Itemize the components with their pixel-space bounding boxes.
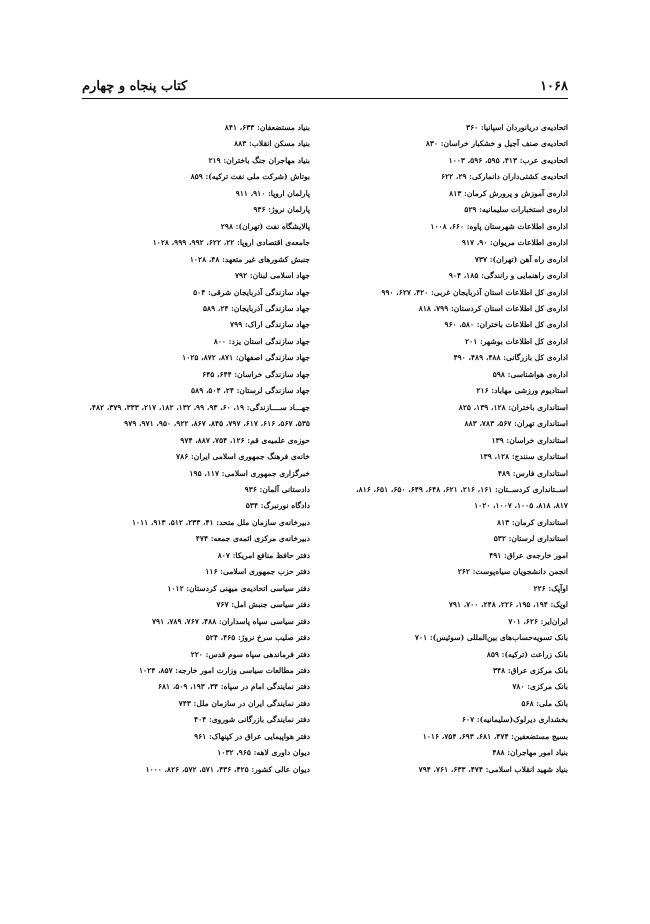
index-entry: بنیاد مسکن انقلاب: ۸۸۳ (234, 139, 310, 149)
index-entry: استادیوم ورزشی مهاباد: ۲۱۶ (476, 386, 568, 396)
index-entry: جهاد سازندگی آذربایجان: ۲۴، ۵۸۹ (202, 303, 310, 313)
index-entry: اوپک: ۱۹۴، ۱۹۵، ۲۲۶، ۲۴۸، ۷۰۰، ۷۹۱ (448, 600, 568, 610)
index-entry: دفتر سیاسی جنبش امل: ۷۶۷ (216, 600, 310, 610)
index-entry: جامعه‌ی اقتصادی اروپا: ۲۲، ۶۲۲، ۹۹۲، ۹۹۹، ۱۰۲۸ (152, 238, 310, 248)
index-entry: حوزه‌ی علمیه‌ی قم: ۱۲۶، ۷۵۴، ۸۸۷، ۹۷۴ (180, 435, 310, 445)
index-entry: اتحادیه‌ی دریانوردان اسپانیا: ۳۶۰ (466, 123, 568, 132)
index-entry: بنیاد مستضعفان: ۶۳۳، ۸۴۱ (224, 123, 310, 132)
index-entry: استانداری باختران: ۱۲۸، ۱۳۹، ۸۲۵ (458, 402, 568, 412)
index-entry: امور خارجه‌ی عراق: ۴۹۱ (489, 550, 568, 560)
index-entry: ایران‌ایر: ۶۲۶، ۷۰۱ (508, 616, 568, 626)
index-entry: بخشداری دیرلوک(سلیمانیه): ۶۰۷ (461, 715, 568, 725)
index-entry: دفتر سیاسی سپاه پاسداران: ۴۸۸، ۷۶۷، ۷۸۹، ۷۹۱ (151, 616, 310, 626)
index-entry: اتحادیه‌ی کشتی‌داران دانمارکی: ۲۹، ۶۲۲ (441, 172, 568, 182)
page-number: ۱۰۶۸ (540, 79, 568, 94)
index-entry: استانداری لرستان: ۵۳۲ (493, 534, 568, 544)
index-entry: دفتر نمایندگی بازرگانی شوروی: ۴۰۴ (194, 715, 310, 725)
index-entry: جهاد سازندگی خراسان: ۶۴۴، ۶۴۵ (202, 369, 310, 379)
index-entry: جهـــاد ســــازندگی: ۱۹، ۶۰، ۹۳، ۹۹، ۱۳۲، ۱۸۲، ۲۱۷، ۳۳۳، ۳۷۹، ۴۸۲، (89, 402, 310, 412)
index-entry: جهاد سازندگی آذربایجان شرقی: ۵۰۴ (193, 287, 310, 297)
index-entry: دفتر حافظ منافع امریکا: ۸۰۷ (217, 550, 310, 560)
index-entry: اوآپک: ۲۲۶ (533, 583, 568, 593)
index-entry: جهاد سازندگی اصفهان: ۸۷۱، ۸۷۲، ۱۰۲۵ (182, 353, 310, 363)
index-entry: جهاد سازندگی اراک: ۷۹۹ (230, 320, 310, 330)
index-entry: دادستانی آلمان: ۹۳۶ (244, 484, 310, 494)
index-entry: اداره‌ی کل اطلاعات باختران: ۵۸۰، ۹۶۰ (444, 320, 568, 330)
index-entry: بانک مرکزی: ۷۸۰ (512, 682, 568, 692)
index-entry: جهاد سازندگی استان یزد: ۸۰۰ (213, 336, 310, 346)
index-entry: دفتر هواپیمایی عراق در کپنهاک: ۹۶۱ (194, 731, 310, 741)
index-entry: دفتر فرماندهی سپاه سوم قدس: ۲۲۰ (190, 649, 310, 659)
index-entry: دیوان داوری لاهه: ۹۶۵، ۱۰۳۲ (217, 748, 310, 758)
index-entry: دبیرخانه‌ی مرکزی ائمه‌ی جمعه: ۴۷۴ (195, 534, 310, 544)
index-entry: بوتاش (شرکت ملی نفت ترکیه): ۸۵۹ (190, 172, 310, 182)
index-entry: جهاد اسلامی لبنان: ۷۹۲ (234, 271, 310, 281)
index-entry: اتحادیه‌ی عرب: ۴۱۳، ۵۹۵، ۵۹۶، ۱۰۰۳ (448, 155, 568, 165)
index-entry: اداره‌ی هواشناسی: ۵۹۸ (492, 369, 568, 379)
book-title: کتاب پنجاه و چهارم (82, 79, 188, 94)
index-entry: ۵۳۵، ۵۶۷، ۶۱۶، ۶۱۷، ۷۹۷، ۸۴۵، ۸۶۷، ۹۲۲، ۹۵۰، ۹۷۱، ۹۷۹ (124, 419, 310, 429)
index-entry: ۸۱۷، ۸۱۸، ۱۰۰۵، ۱۰۰۷، ۱۰۲۰ (474, 501, 568, 511)
index-entry: اداره‌ی کل اطلاعات استان کردستان: ۷۹۹، ۸۱۸ (418, 303, 568, 313)
index-entry: دفتر نمایندگی ایران در سازمان ملل: ۷۴۳ (178, 698, 310, 708)
index-entry: انجمن دانشجویان سیاه‌پوست: ۲۶۲ (457, 567, 568, 577)
index-entry: دفتر مطالعات سیاسی وزارت امور خارجه: ۸۵۷، ۱۰۲۴ (138, 665, 310, 675)
index-entry: جهاد سازندگی لرستان: ۲۴، ۵۰۴، ۵۸۹ (191, 386, 310, 396)
index-entry: بنیاد مهاجران جنگ باختران: ۲۱۹ (208, 155, 310, 165)
index-entry: اتحادیه‌ی صنف آجیل و خشکبار خراسان: ۸۳۰ (425, 139, 568, 149)
index-entry: اداره‌ی اطلاعات مریوان: ۹۰، ۹۱۷ (461, 238, 568, 248)
index-entry: اداره‌ی راهنمایی و رانندگی: ۱۸۵، ۹۰۴ (448, 271, 568, 281)
index-entry: دفتر سیاسی اتحادیه‌ی میهنی کردستان: ۱۰۱۲ (167, 583, 310, 593)
running-header (82, 76, 568, 99)
index-entry: بانک مرکزی عراق: ۳۴۸ (492, 665, 568, 675)
index-entry: دبیرخانه‌ی سازمان ملل متحد: ۴۱، ۲۳۳، ۵۱۲، ۹۱۳، ۱۰۱۱ (131, 517, 310, 527)
index-entry: استانداری سنندج: ۱۲۸، ۱۳۹ (479, 452, 568, 462)
index-column-right (358, 120, 568, 778)
index-entry: بانک ملی: ۵۶۸ (521, 698, 568, 708)
index-entry: اداره‌ی اطلاعات شهرستان پاوه: ۶۶۰، ۱۰۰۸ (430, 221, 568, 231)
index-entry: اداره‌ی راه آهن (تهران): ۷۳۷ (474, 254, 568, 264)
index-entry: دفتر صلیب سرخ نروژ: ۴۶۵، ۵۲۴ (205, 633, 310, 643)
index-entry: خبرگزاری جمهوری اسلامی: ۱۱۷، ۱۹۵ (189, 468, 310, 478)
index-entry: استانداری فارس: ۴۸۹ (497, 468, 568, 478)
index-entry: اداره‌ی کل اطلاعات استان آذربایجان غربی: ۴۲۰، ۶۲۷، ۹۹۰ (381, 287, 568, 297)
index-entry: پارلمان اروپا: ۹۱۰، ۹۱۱ (235, 188, 310, 198)
index-entry: بانک تسویه‌حساب‌های بین‌المللی (سوئیس): ۷۰۱ (414, 633, 568, 643)
index-column-left (76, 120, 310, 778)
index-entry: استانداری کرمان: ۸۱۳ (496, 517, 568, 527)
index-entry: استانداری تهران: ۵۶۷، ۷۸۳، ۸۸۳ (464, 419, 568, 429)
index-entry: دفتر حزب جمهوری اسلامی: ۱۱۶ (205, 567, 310, 577)
index-entry: خانه‌ی فرهنگ جمهوری اسلامی ایران: ۷۸۶ (176, 452, 310, 462)
index-entry: پالایشگاه نفت (تهران): ۲۹۸ (220, 221, 310, 231)
index-entry: اداره‌ی آموزش و پرورش کرمان: ۸۱۳ (449, 188, 568, 198)
index-entry: جنبش کشورهای غیر متعهد: ۴۸، ۱۰۲۸ (189, 254, 310, 264)
index-entry: دادگاه نورنبرگ: ۵۳۴ (245, 501, 310, 511)
index-entry: اداره‌ی کل اطلاعات بوشهر: ۲۰۱ (465, 336, 568, 346)
index-entry: بنیاد امور مهاجران: ۴۸۸ (492, 748, 568, 758)
index-entry: اداره‌ی استخبارات سلیمانیه: ۵۲۹ (464, 205, 568, 215)
index-entry: استانداری خراسان: ۱۳۹ (491, 435, 568, 445)
index-entry: اســتانداری کردســتان: ۱۶۱، ۲۱۶، ۶۲۱، ۶۴۸، ۶۴۹، ۶۵۰، ۶۵۱، ۸۱۶، (356, 484, 568, 494)
index-entry: دفتر نمایندگی امام در سپاه: ۳۴، ۱۹۳، ۵۰۹، ۶۸۱ (157, 682, 310, 692)
index-entry: پارلمان نروژ: ۹۳۶ (253, 205, 310, 215)
index-entry: دیوان عالی کشور: ۴۲۵، ۴۳۶، ۵۷۱، ۵۷۲، ۸۲۶، ۱۰۰۰ (145, 764, 310, 774)
index-entry: اداره‌ی کل بازرگانی: ۴۸۸، ۴۸۹، ۴۹۰ (453, 353, 568, 363)
index-entry: بانک زراعت (ترکیه): ۸۵۹ (486, 649, 568, 659)
index-entry: بسیج مستضعفین: ۴۷۴، ۶۸۱، ۶۹۳، ۷۵۴، ۱۰۱۶ (422, 731, 568, 741)
index-entry: بنیاد شهید انقلاب اسلامی: ۴۷۴، ۶۳۳، ۷۶۱، ۷۹۴ (418, 764, 568, 774)
